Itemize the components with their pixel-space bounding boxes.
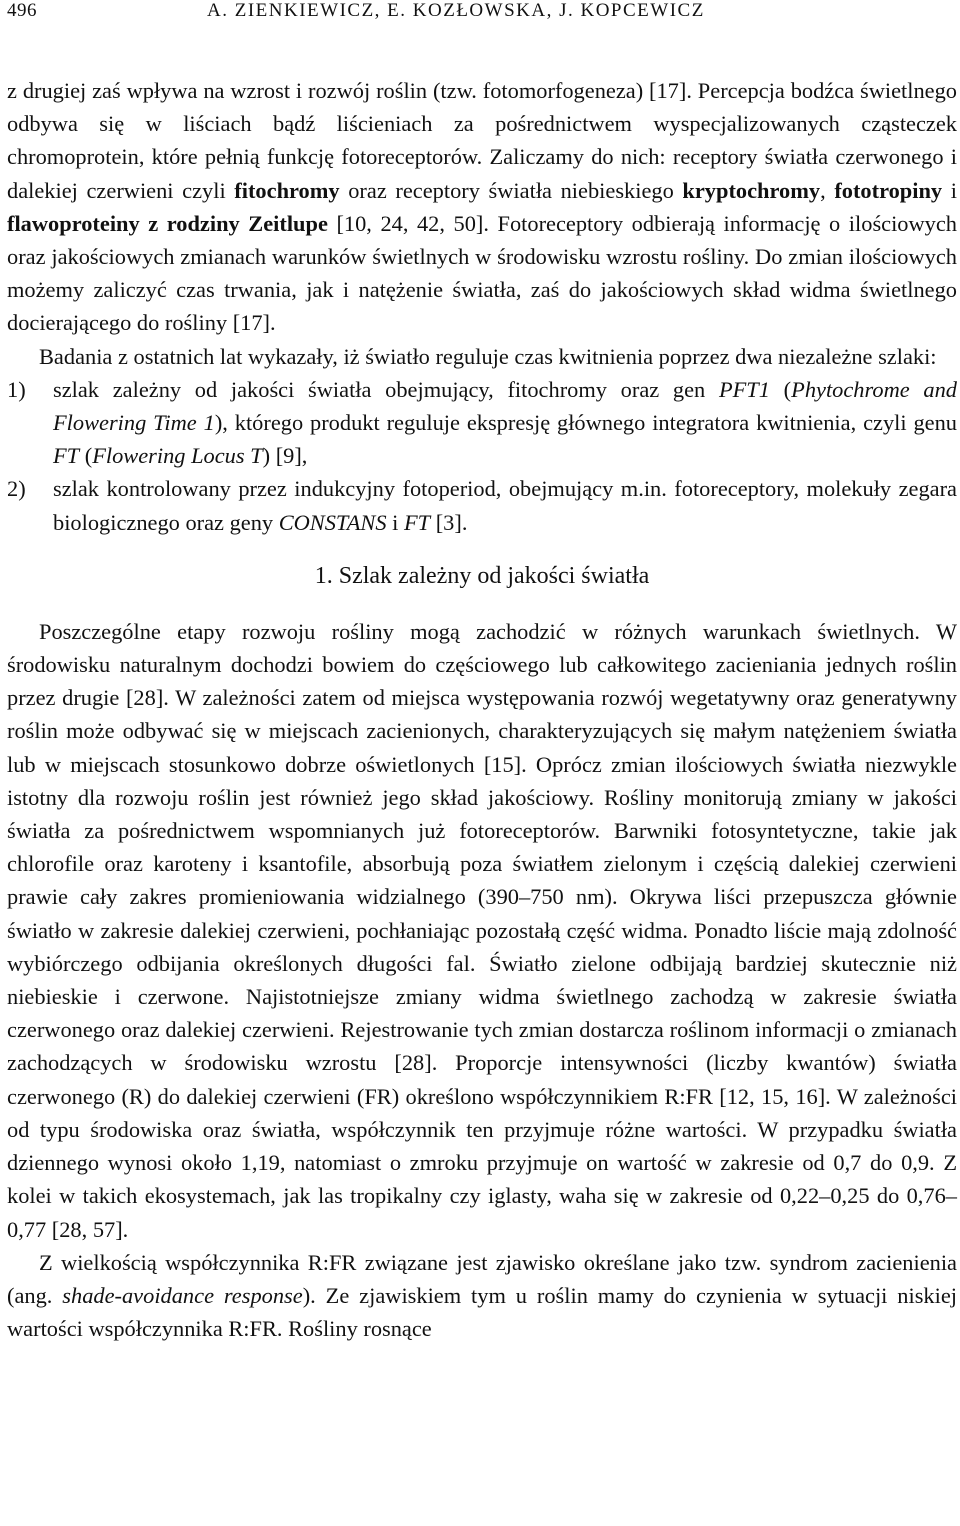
gene-name: PFT1 [718, 376, 770, 402]
paragraph-photoreceptors [7, 74, 957, 340]
running-header-authors: A. ZIENKIEWICZ, E. KOZŁOWSKA, J. KOPCEWICZ [207, 0, 705, 21]
paragraph-shade-avoidance [7, 1246, 957, 1346]
text-run: , [820, 177, 835, 203]
text-run: oraz receptory światła niebieskiego [339, 177, 683, 203]
list-item [7, 373, 957, 473]
pathways-list [7, 373, 957, 539]
text-run: ), którego produkt reguluje ekspresję głównego integratora kwitnienia, czyli genu [214, 410, 957, 436]
section-heading: 1. Szlak zależny od jakości światła [314, 562, 650, 589]
text-run: i [942, 177, 957, 203]
article-body [7, 74, 957, 1345]
gene-name: CONSTANS [278, 509, 387, 535]
term-flawoproteiny: flawoproteiny z rodziny Zeitlupe [7, 210, 328, 236]
paragraph-pathways-intro: Badania z ostatnich lat wykazały, iż światło reguluje czas kwitnienia poprzez dwa niezależne szlaki: [39, 343, 937, 369]
text-run: szlak kontrolowany przez indukcyjny fotoperiod, obejmujący m.in. fotoreceptory, molekuły zegara biologicznego oraz geny [53, 476, 957, 535]
gene-full-name: Flowering Locus T [92, 443, 263, 469]
list-item [7, 472, 957, 538]
text-run: [3]. [430, 509, 468, 535]
term-fitochromy: fitochromy [234, 177, 340, 203]
text-run: Z wielkością współczynnika R:FR związane jest zjawisko określane jako tzw. syndrom zacienienia (ang. [7, 1249, 957, 1308]
term-kryptochromy: kryptochromy [682, 177, 821, 203]
gene-name: FT [53, 443, 80, 469]
text-run: szlak zależny od jakości światła obejmujący, fitochromy oraz gen [53, 376, 719, 402]
running-header [7, 0, 957, 28]
page-number: 496 [7, 0, 37, 21]
text-run: ). Ze zjawiskiem tym u roślin mamy do czynienia w sytuacji niskiej wartości współczynnika R:FR. Rośliny rosnące [7, 1282, 957, 1342]
list-number: 1) [7, 376, 26, 402]
list-number: 2) [7, 476, 26, 502]
text-run: [10, 24, 42, 50]. Fotoreceptory odbierają informację o ilościowych oraz jakościowych zmianach warunków świetlnych w środowisku wzrostu rośliny. Do zmian ilościowych możemy zaliczyć czas trwania, jak i natężenie światła, zaś do jakościowych skład widma świetlnego docierającego do rośliny [17]. [7, 210, 958, 336]
gene-name: FT [403, 509, 431, 535]
term-shade-avoidance: shade-avoidance response [62, 1282, 303, 1308]
text-run: z drugiej zaś wpływa na wzrost i rozwój roślin (tzw. fotomorfogeneza) [17]. Percepcja bodźca świetlnego odbywa się w liściach bądź liścieniach za pośrednictwem wyspecjalizowanych cząsteczek chromoprotein, które pełnią funkcję fotoreceptorów. Zaliczamy do nich: receptory światła czerwonego i dalekiej czerwieni czyli [7, 78, 957, 203]
text-run: ( [769, 376, 792, 402]
text-run: ) [9], [262, 443, 308, 469]
text-run: i [386, 509, 404, 535]
paragraph-light-quality: Poszczególne etapy rozwoju rośliny mogą zachodzić w różnych warunkach świetlnych. W środowisku naturalnym dochodzi bowiem do częściowego lub całkowitego zacieniania jednych roślin przez drugie [28]. W zależności zatem od miejsca występowania rozwój wegetatywny oraz generatywny roślin może odbywać się w miejscach zacienionych, charakteryzujących się małym natężeniem światła lub w miejscach stosunkowo dobrze oświetlonych [15]. Oprócz zmian ilościowych światła niezwykle istotny dla rozwoju roślin jest również jego skład jakościowy. Rośliny monitorują zmiany w jakości światła za pośrednictwem wspomnianych już fotoreceptorów. Barwniki fotosyntetyczne, takie jak chlorofile oraz karoteny i ksantofile, absorbują poza światłem zielonym i częścią dalekiej czerwieni prawie cały zakres promieniowania widzialnego (390–750 nm). Okrywa liści przepuszcza głównie światło w zakresie dalekiej czerwieni, pochłaniając pozostałą część widma. Ponadto liście mają zdolność wybiórczego odbijania określonych długości fal. Światło zielone odbijają bardziej skutecznie niż niebieskie i czerwone. Najistotniejsze zmiany widma świetlnego zachodzą w zakresie światła czerwonego oraz dalekiej czerwieni. Rejestrowanie tych zmian dostarcza roślinom informacji o zmianach zachodzących w środowisku wzrostu [28]. Proporcje intensywności (liczby kwantów) światła czerwonego (R) do dalekiej czerwieni (FR) określono współczynnikiem R:FR [12, 15, 16]. W zależności od typu środowiska oraz światła, współczynnik ten przyjmuje różne wartości. W przypadku światła dziennego wynosi około 1,19, natomiast o zmroku przyjmuje on wartość w zakresie od 0,7 do 0,9. Z kolei w takich ekosystemach, jak las tropikalny czy iglasty, waha się w zakresie od 0,22–0,25 do 0,76–0,77 [28, 57]. [7, 618, 957, 1242]
term-fototropiny: fototropiny [834, 177, 943, 203]
text-run: ( [79, 443, 93, 469]
gene-full-name: Phytochrome and Flowering Time 1 [53, 376, 957, 436]
